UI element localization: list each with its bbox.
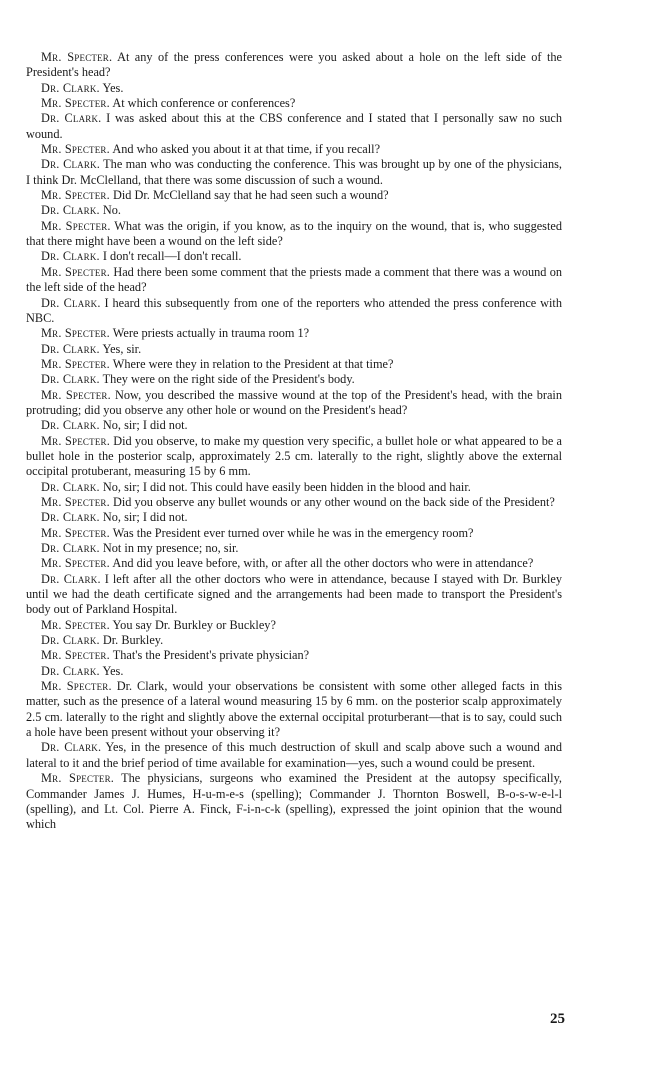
speaker-name: Mr. Specter. <box>41 218 111 233</box>
speaker-name: Dr. Clark. <box>41 541 100 555</box>
speaker-name: Mr. Specter. <box>41 679 112 694</box>
transcript-paragraph <box>26 648 562 663</box>
statement-text: The physicians, surgeons who examined the President at the autopsy specifically, Commander James J. Humes, H-u-m-e-s (spelling); Commander J. Thornton Boswell, B-o-s-w-e-l-l (spelling), and Lt. Col. Pierre A. Finck, F-i-n-c-k (spelling), expressed the joint opinion that the wound which <box>26 771 562 832</box>
transcript-paragraph <box>26 480 562 495</box>
statement-text: Dr. Burkley. <box>102 633 164 648</box>
transcript-paragraph <box>26 541 562 556</box>
statement-text: And who asked you about it at that time, if you recall? <box>112 142 381 157</box>
transcript-paragraph <box>26 556 562 571</box>
transcript-paragraph <box>26 81 562 96</box>
page-number: 25 <box>550 1011 565 1027</box>
speaker-name: Dr. Clark. <box>41 295 101 310</box>
transcript-paragraph <box>26 388 562 419</box>
statement-text: Where were they in relation to the President at that time? <box>112 356 394 371</box>
statement-text: No, sir; I did not. <box>102 418 188 433</box>
statement-text: Now, you described the massive wound at the top of the President's head, with the brain protruding; did you observe any other hole or wound on the President's head? <box>26 387 562 417</box>
statement-text: Did Dr. McClelland say that he had seen such a wound? <box>112 188 389 203</box>
statement-text: Did you observe any bullet wounds or any other wound on the back side of the President? <box>112 494 555 509</box>
transcript-paragraph <box>26 771 562 832</box>
statement-text: At which conference or conferences? <box>112 96 296 111</box>
speaker-name: Mr. Specter. <box>41 264 111 279</box>
statement-text: The man who was conducting the conference. This was brought up by one of the physicians, I think Dr. McClelland, that there was some discussion of such a wound. <box>26 157 562 187</box>
statement-text: Dr. Clark, would your observations be consistent with some other alleged facts in this matter, such as the presence of a lateral wound measuring 15 by 6 mm. on the posterior scalp approximately 2.5 cm. laterally to the right and slightly above the external occipital proturberant—that is to say, could such a hole have been present without your observing it? <box>26 679 562 740</box>
speaker-name: Dr. Clark. <box>41 157 101 172</box>
transcript-paragraph <box>26 96 562 111</box>
transcript-paragraph <box>26 633 562 648</box>
speaker-name: Dr. Clark. <box>41 740 102 755</box>
speaker-name: Mr. Specter. <box>41 387 111 402</box>
speaker-name: Dr. Clark. <box>41 111 102 126</box>
statement-text: I left after all the other doctors who were in attendance, because I stayed with Dr. Burkley until we had the death certificate signed and the arrangements had been made to transport the President's body out of Parkland Hospital. <box>26 571 562 617</box>
transcript-paragraph <box>26 510 562 525</box>
transcript-paragraph <box>26 495 562 510</box>
transcript-paragraph <box>26 740 562 771</box>
transcript-paragraph <box>26 111 562 142</box>
speaker-name: Dr. Clark. <box>41 203 100 218</box>
transcript-paragraph <box>26 526 562 541</box>
transcript-page <box>26 50 562 833</box>
speaker-name: Dr. Clark. <box>41 510 100 525</box>
transcript-paragraph <box>26 142 562 157</box>
speaker-name: Dr. Clark. <box>41 372 100 387</box>
speaker-name: Dr. Clark. <box>41 80 100 95</box>
transcript-paragraph <box>26 664 562 679</box>
statement-text: What was the origin, if you know, as to the inquiry on the wound, that is, who suggested that there might have been a wound on the left side? <box>26 218 562 249</box>
transcript-paragraph <box>26 50 562 81</box>
speaker-name: Mr. Specter. <box>41 96 110 111</box>
statement-text: Did you observe, to make my question very specific, a bullet hole or what appeared to be a bullet hole in the posterior scalp, approximately 2.5 cm. laterally to the right, slightly above the external occipital protuberant, measuring 15 by 6 mm. <box>26 433 562 479</box>
speaker-name: Dr. Clark. <box>41 633 100 648</box>
speaker-name: Mr. Specter. <box>41 494 110 509</box>
speaker-name: Mr. Specter. <box>41 617 110 632</box>
transcript-paragraph <box>26 203 562 218</box>
transcript-paragraph <box>26 188 562 203</box>
statement-text: No, sir; I did not. <box>102 510 188 525</box>
statement-text: Yes. <box>102 663 124 678</box>
statement-text: You say Dr. Burkley or Buckley? <box>112 617 276 632</box>
transcript-paragraph <box>26 342 562 357</box>
speaker-name: Mr. Specter. <box>41 525 110 540</box>
statement-text: Yes, in the presence of this much destruction of skull and scalp above such a wound and lateral to it and the brief period of time available for examination—yes, such a wound could be present. <box>26 740 562 770</box>
speaker-name: Mr. Specter. <box>41 326 110 341</box>
speaker-name: Mr. Specter. <box>41 50 113 64</box>
speaker-name: Dr. Clark. <box>41 663 100 678</box>
speaker-name: Mr. Specter. <box>41 433 111 448</box>
speaker-name: Mr. Specter. <box>41 356 110 371</box>
speaker-name: Mr. Specter. <box>41 771 115 786</box>
statement-text: Yes, sir. <box>102 341 142 356</box>
statement-text: I heard this subsequently from one of the reporters who attended the press conference with NBC. <box>26 295 562 325</box>
transcript-paragraph <box>26 296 562 327</box>
statement-text: Were priests actually in trauma room 1? <box>112 326 310 341</box>
statement-text: No, sir; I did not. This could have easily been hidden in the blood and hair. <box>102 479 471 494</box>
statement-text: Had there been some comment that the priests made a comment that there was a wound on the left side of the head? <box>26 264 562 295</box>
transcript-paragraph <box>26 618 562 633</box>
statement-text: No. <box>102 203 121 218</box>
speaker-name: Mr. Specter. <box>41 648 110 663</box>
speaker-name: Mr. Specter. <box>41 556 110 571</box>
speaker-name: Mr. Specter. <box>41 142 110 157</box>
transcript-paragraph <box>26 219 562 250</box>
transcript-paragraph <box>26 357 562 372</box>
statement-text: I don't recall—I don't recall. <box>102 249 242 264</box>
speaker-name: Dr. Clark. <box>41 418 100 433</box>
statement-text: Yes. <box>102 80 124 95</box>
speaker-name: Mr. Specter. <box>41 188 110 203</box>
speaker-name: Dr. Clark. <box>41 249 100 264</box>
speaker-name: Dr. Clark. <box>41 479 100 494</box>
transcript-paragraph <box>26 679 562 740</box>
speaker-name: Dr. Clark. <box>41 341 100 356</box>
transcript-paragraph <box>26 372 562 387</box>
transcript-paragraph <box>26 418 562 433</box>
transcript-paragraph <box>26 572 562 618</box>
statement-text: They were on the right side of the President's body. <box>102 372 355 387</box>
transcript-paragraph <box>26 434 562 480</box>
transcript-paragraph <box>26 265 562 296</box>
speaker-name: Dr. Clark. <box>41 571 101 586</box>
transcript-paragraph <box>26 249 562 264</box>
statement-text: Not in my presence; no, sir. <box>102 541 239 555</box>
statement-text: Was the President ever turned over while he was in the emergency room? <box>112 525 474 540</box>
transcript-paragraph <box>26 326 562 341</box>
transcript-paragraph <box>26 157 562 188</box>
statement-text: At any of the press conferences were you asked about a hole on the left side of the President's head? <box>26 50 562 80</box>
statement-text: I was asked about this at the CBS conference and I stated that I personally saw no such wound. <box>26 111 562 141</box>
statement-text: And did you leave before, with, or after all the other doctors who were in attendance? <box>112 556 534 571</box>
statement-text: That's the President's private physician? <box>112 648 310 663</box>
